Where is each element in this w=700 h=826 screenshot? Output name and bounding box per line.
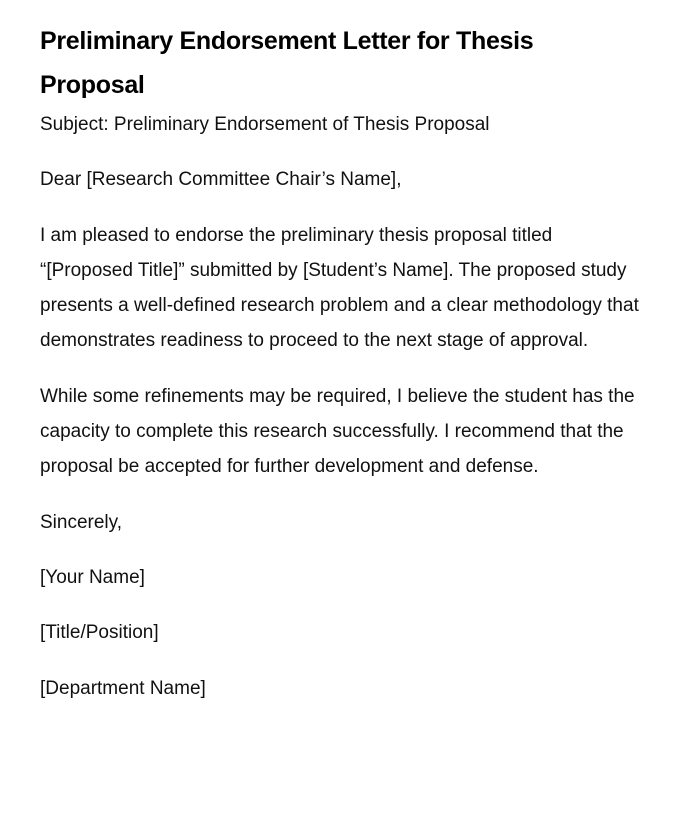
document-title: Preliminary Endorsement Letter for Thesis Proposal xyxy=(40,27,534,99)
signature-name: [Your Name] xyxy=(40,566,145,588)
signature-title: [Title/Position] xyxy=(40,622,159,644)
signature-department: [Department Name] xyxy=(40,677,206,699)
body-paragraph-recommendation: While some refinements may be required, I believe the student has the capacity to complete this research successfully. I recommend that the proposal be accepted for further development and defense. xyxy=(40,385,635,478)
closing: Sincerely, xyxy=(40,511,123,533)
salutation: Dear [Research Committee Chair’s Name], xyxy=(40,169,402,191)
body-paragraph-endorsement: I am pleased to endorse the preliminary thesis proposal titled “[Proposed Title]” submitted by [Student’s Name]. The proposed study presents a well-defined research problem and a clear methodology that demonstrates readiness to proceed to the next stage of approval. xyxy=(40,224,639,352)
subject-line: Subject: Preliminary Endorsement of Thesis Proposal xyxy=(40,114,490,135)
